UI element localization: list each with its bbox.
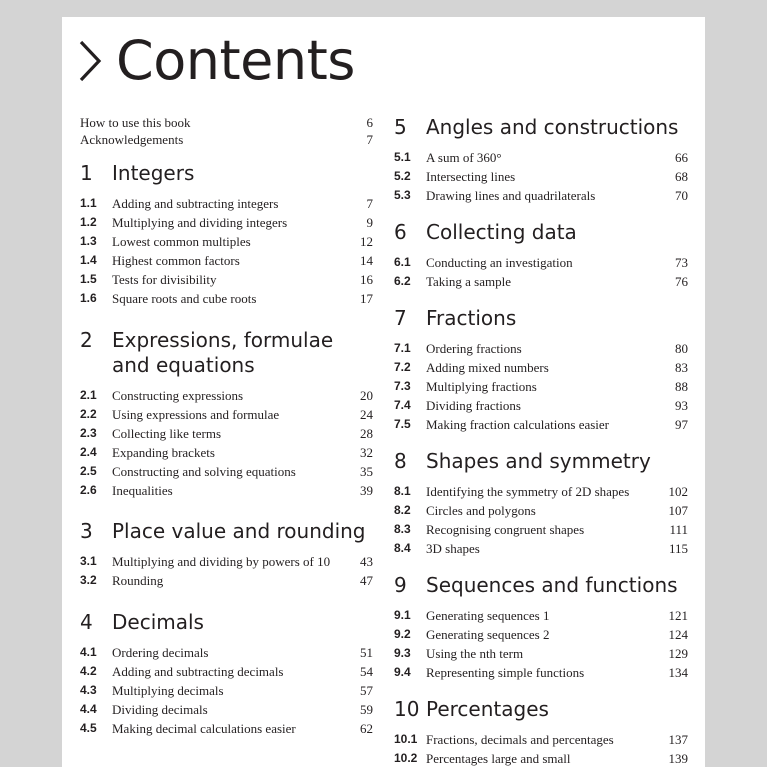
- section-number: 8.4: [394, 541, 411, 555]
- section-page: 80: [675, 341, 688, 356]
- section-title: Tests for divisibility: [112, 272, 217, 287]
- front-matter-title: How to use this book: [80, 115, 191, 130]
- section-page: 97: [675, 417, 688, 432]
- section-number: 9.2: [394, 627, 411, 641]
- section-title: Multiplying fractions: [426, 379, 537, 394]
- section-title: Making decimal calculations easier: [112, 721, 296, 736]
- chapter-heading[interactable]: [80, 610, 373, 635]
- section-page: 62: [360, 721, 373, 736]
- section-item[interactable]: [80, 270, 373, 289]
- section-number: 1.5: [80, 272, 97, 286]
- section-page: 93: [675, 398, 688, 413]
- chapter-title-line: Expressions, formulae: [112, 328, 334, 352]
- section-number: 2.5: [80, 464, 97, 478]
- section-title: Expanding brackets: [112, 445, 215, 460]
- section-number: 8.1: [394, 484, 411, 498]
- section-page: 124: [668, 627, 688, 642]
- section-item[interactable]: [394, 186, 688, 205]
- chapter-number: 4: [80, 610, 93, 634]
- section-page: 7: [366, 196, 373, 211]
- section-number: 2.1: [80, 388, 97, 402]
- section-item[interactable]: [80, 213, 373, 232]
- section-number: 8.2: [394, 503, 411, 517]
- front-matter-item[interactable]: [80, 130, 373, 149]
- section-title: Intersecting lines: [426, 169, 516, 184]
- section-number: 5.2: [394, 169, 411, 183]
- chapter-heading[interactable]: [394, 306, 688, 331]
- section-number: 9.4: [394, 665, 411, 679]
- chapter-title-line: Sequences and functions: [426, 573, 678, 597]
- section-item[interactable]: [394, 482, 688, 501]
- section-title: Fractions, decimals and percentages: [426, 732, 614, 747]
- chapter-number: 10: [394, 697, 420, 721]
- section-number: 2.3: [80, 426, 97, 440]
- section-page: 129: [668, 646, 688, 661]
- chapter-title-line: Collecting data: [426, 220, 577, 244]
- chapter-title: [112, 328, 333, 378]
- section-number: 9.1: [394, 608, 411, 622]
- chapter-heading[interactable]: [80, 328, 373, 378]
- section-page: 121: [668, 608, 688, 623]
- front-matter-page: 7: [366, 132, 373, 147]
- section-number: 7.5: [394, 417, 411, 431]
- section-item[interactable]: [394, 520, 688, 539]
- section-page: 134: [668, 665, 688, 680]
- section-item[interactable]: [80, 571, 373, 590]
- section-page: 70: [675, 188, 688, 203]
- section-item[interactable]: [394, 606, 688, 625]
- chapter-title: [426, 115, 678, 140]
- section-title: Using the nth term: [426, 646, 524, 661]
- section-title: Adding and subtracting decimals: [112, 664, 284, 679]
- section-page: 32: [360, 445, 373, 460]
- section-item[interactable]: [80, 289, 373, 308]
- section-page: 47: [360, 573, 373, 588]
- section-title: A sum of 360°: [426, 150, 502, 165]
- section-number: 4.3: [80, 683, 97, 697]
- section-title: Conducting an investigation: [426, 255, 573, 270]
- chapter-heading[interactable]: [80, 519, 373, 544]
- section-item[interactable]: [394, 148, 688, 167]
- section-page: 111: [669, 522, 688, 537]
- section-item[interactable]: [394, 730, 688, 749]
- section-title: Highest common factors: [112, 253, 240, 268]
- section-item[interactable]: [80, 662, 373, 681]
- chapter-heading[interactable]: [394, 220, 688, 245]
- section-page: 43: [360, 554, 373, 569]
- section-item[interactable]: [394, 539, 688, 558]
- section-item[interactable]: [394, 272, 688, 291]
- front-matter-title: Acknowledgements: [80, 132, 184, 147]
- chapter-heading[interactable]: [394, 573, 688, 598]
- chapter-title: [426, 573, 678, 598]
- chapter-number: 5: [394, 115, 407, 139]
- section-item[interactable]: [394, 415, 688, 434]
- section-item[interactable]: [80, 424, 373, 443]
- section-number: 6.2: [394, 274, 411, 288]
- section-item[interactable]: [394, 501, 688, 520]
- section-item[interactable]: [80, 552, 373, 571]
- section-title: Adding and subtracting integers: [112, 196, 279, 211]
- section-page: 9: [366, 215, 373, 230]
- section-page: 39: [360, 483, 373, 498]
- section-number: 9.3: [394, 646, 411, 660]
- section-number: 7.1: [394, 341, 411, 355]
- section-title: Dividing decimals: [112, 702, 208, 717]
- section-number: 4.4: [80, 702, 97, 716]
- chevron-right-icon: [78, 40, 102, 82]
- section-item[interactable]: [80, 251, 373, 270]
- section-page: 102: [668, 484, 688, 499]
- front-matter-page: 6: [366, 115, 373, 130]
- chapter-title: [426, 306, 516, 331]
- section-page: 14: [360, 253, 373, 268]
- section-title: Collecting like terms: [112, 426, 222, 441]
- section-number: 10.2: [394, 751, 418, 765]
- chapter-title: [426, 697, 549, 722]
- chapter-number: 3: [80, 519, 93, 543]
- section-item[interactable]: [394, 167, 688, 186]
- page-title: [78, 31, 355, 91]
- section-item[interactable]: [394, 644, 688, 663]
- section-title: 3D shapes: [426, 541, 480, 556]
- chapter-title-line: Shapes and symmetry: [426, 449, 651, 473]
- section-number: 7.2: [394, 360, 411, 374]
- section-number: 5.1: [394, 150, 411, 164]
- section-item[interactable]: [394, 339, 688, 358]
- chapter-number: 9: [394, 573, 407, 597]
- section-page: 16: [360, 272, 373, 287]
- section-title: Lowest common multiples: [112, 234, 251, 249]
- chapter-title-line: Fractions: [426, 306, 517, 330]
- section-page: 12: [360, 234, 373, 249]
- section-title: Multiplying decimals: [112, 683, 224, 698]
- section-title: Rounding: [112, 573, 164, 588]
- chapter-title-line: Decimals: [112, 610, 204, 634]
- section-number: 4.1: [80, 645, 97, 659]
- section-item[interactable]: [394, 358, 688, 377]
- chapter-title: [426, 449, 651, 474]
- section-page: 51: [360, 645, 373, 660]
- section-page: 73: [675, 255, 688, 270]
- section-title: Adding mixed numbers: [426, 360, 549, 375]
- section-item[interactable]: [80, 643, 373, 662]
- chapter-title-line: Angles and constructions: [426, 115, 679, 139]
- chapter-heading[interactable]: [394, 115, 688, 140]
- chapter-title-line: and equations: [112, 353, 255, 377]
- chapter-heading[interactable]: [394, 449, 688, 474]
- section-item[interactable]: [80, 700, 373, 719]
- section-item[interactable]: [80, 481, 373, 500]
- section-title: Generating sequences 1: [426, 608, 550, 623]
- section-page: 28: [360, 426, 373, 441]
- chapter-number: 6: [394, 220, 407, 244]
- section-item[interactable]: [80, 462, 373, 481]
- section-item[interactable]: [80, 386, 373, 405]
- section-title: Constructing and solving equations: [112, 464, 296, 479]
- section-number: 1.1: [80, 196, 97, 210]
- section-number: 2.4: [80, 445, 97, 459]
- chapter-heading[interactable]: [394, 697, 688, 722]
- section-number: 4.5: [80, 721, 97, 735]
- section-number: 3.2: [80, 573, 97, 587]
- section-page: 83: [675, 360, 688, 375]
- section-page: 139: [668, 751, 688, 766]
- section-title: Circles and polygons: [426, 503, 536, 518]
- section-page: 24: [360, 407, 373, 422]
- section-page: 107: [668, 503, 688, 518]
- section-page: 35: [360, 464, 373, 479]
- section-number: 7.4: [394, 398, 411, 412]
- page-title-text: Contents: [116, 29, 355, 92]
- section-number: 4.2: [80, 664, 97, 678]
- section-title: Dividing fractions: [426, 398, 521, 413]
- chapter-number: 8: [394, 449, 407, 473]
- section-title: Constructing expressions: [112, 388, 244, 403]
- section-title: Generating sequences 2: [426, 627, 550, 642]
- section-number: 2.2: [80, 407, 97, 421]
- section-title: Drawing lines and quadrilaterals: [426, 188, 596, 203]
- chapter-title: [426, 220, 577, 245]
- section-number: 2.6: [80, 483, 97, 497]
- section-page: 66: [675, 150, 688, 165]
- section-item[interactable]: [80, 443, 373, 462]
- chapter-title: [112, 519, 366, 544]
- chapter-title-line: Percentages: [426, 697, 549, 721]
- section-page: 20: [360, 388, 373, 403]
- chapter-number: 1: [80, 161, 93, 185]
- section-page: 115: [668, 541, 688, 556]
- section-page: 88: [675, 379, 688, 394]
- chapter-title-line: Place value and rounding: [112, 519, 366, 543]
- section-title: Ordering fractions: [426, 341, 522, 356]
- section-number: 10.1: [394, 732, 418, 746]
- section-page: 54: [360, 664, 373, 679]
- chapter-number: 2: [80, 328, 93, 352]
- section-page: 76: [675, 274, 688, 289]
- section-number: 1.4: [80, 253, 97, 267]
- section-title: Inequalities: [112, 483, 173, 498]
- section-number: 7.3: [394, 379, 411, 393]
- section-item[interactable]: [80, 719, 373, 738]
- section-title: Percentages large and small: [426, 751, 571, 766]
- chapter-title: [112, 161, 194, 186]
- section-title: Using expressions and formulae: [112, 407, 280, 422]
- section-title: Multiplying and dividing integers: [112, 215, 288, 230]
- section-title: Taking a sample: [426, 274, 512, 289]
- section-item[interactable]: [80, 194, 373, 213]
- section-number: 1.6: [80, 291, 97, 305]
- section-page: 137: [668, 732, 688, 747]
- section-number: 1.3: [80, 234, 97, 248]
- section-item[interactable]: [394, 625, 688, 644]
- section-page: 57: [360, 683, 373, 698]
- section-item[interactable]: [394, 749, 688, 767]
- chapter-heading[interactable]: [80, 161, 373, 186]
- section-number: 3.1: [80, 554, 97, 568]
- chapter-number: 7: [394, 306, 407, 330]
- section-title: Recognising congruent shapes: [426, 522, 585, 537]
- section-item[interactable]: [80, 405, 373, 424]
- section-item[interactable]: [394, 396, 688, 415]
- section-page: 68: [675, 169, 688, 184]
- section-title: Square roots and cube roots: [112, 291, 257, 306]
- section-item[interactable]: [394, 377, 688, 396]
- section-title: Identifying the symmetry of 2D shapes: [426, 484, 630, 499]
- section-item[interactable]: [80, 232, 373, 251]
- section-number: 8.3: [394, 522, 411, 536]
- section-number: 1.2: [80, 215, 97, 229]
- chapter-title: [112, 610, 204, 635]
- chapter-title-line: Integers: [112, 161, 195, 185]
- section-number: 5.3: [394, 188, 411, 202]
- section-page: 59: [360, 702, 373, 717]
- section-title: Multiplying and dividing by powers of 10: [112, 554, 331, 569]
- section-item[interactable]: [394, 663, 688, 682]
- section-page: 17: [360, 291, 373, 306]
- section-title: Representing simple functions: [426, 665, 585, 680]
- section-item[interactable]: [394, 253, 688, 272]
- section-title: Making fraction calculations easier: [426, 417, 610, 432]
- section-title: Ordering decimals: [112, 645, 209, 660]
- contents-page: [62, 17, 705, 767]
- section-item[interactable]: [80, 681, 373, 700]
- section-number: 6.1: [394, 255, 411, 269]
